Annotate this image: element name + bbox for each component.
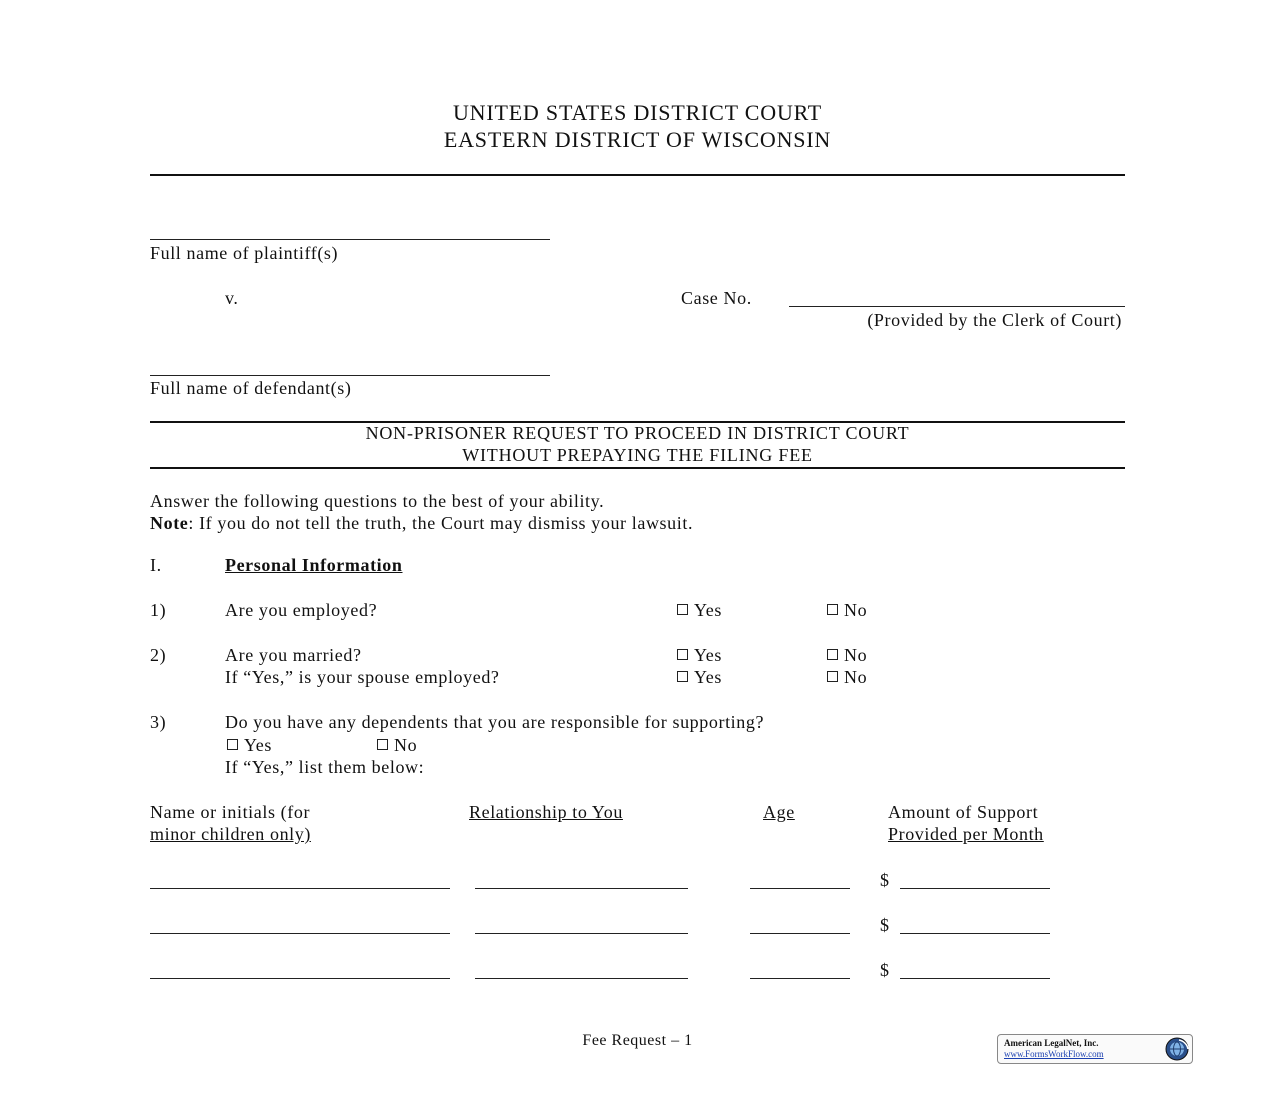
- plaintiff-label: Full name of plaintiff(s): [150, 243, 339, 263]
- q3-number: 3): [150, 712, 167, 732]
- dependent-name-field[interactable]: [150, 933, 450, 934]
- no-label: No: [844, 667, 868, 687]
- col-relationship-header: Relationship to You: [469, 802, 623, 822]
- col-support-header-line2: Provided per Month: [888, 824, 1044, 844]
- checkbox-icon[interactable]: [827, 671, 838, 682]
- american-legalnet-logo[interactable]: [997, 1034, 1193, 1064]
- q2-text: Are you married?: [225, 645, 362, 665]
- page-footer: Fee Request – 1: [582, 1032, 693, 1049]
- q2b-no-option[interactable]: [827, 667, 867, 688]
- q2b-text: If “Yes,” is your spouse employed?: [225, 667, 500, 687]
- checkbox-icon[interactable]: [677, 649, 688, 660]
- form-title-line1: NON-PRISONER REQUEST TO PROCEED IN DISTRICT COURT: [365, 423, 910, 443]
- globe-icon: [1165, 1037, 1189, 1061]
- q1-number: 1): [150, 600, 167, 620]
- checkbox-icon[interactable]: [827, 604, 838, 615]
- q1-no-option[interactable]: [827, 600, 867, 621]
- dependent-age-field[interactable]: [750, 978, 850, 979]
- q1-yes-option[interactable]: [677, 600, 722, 621]
- yes-label: Yes: [694, 667, 722, 687]
- currency-symbol: $: [880, 870, 890, 890]
- dependent-support-field[interactable]: [900, 933, 1050, 934]
- checkbox-icon[interactable]: [827, 649, 838, 660]
- q3-no-option[interactable]: [377, 735, 417, 756]
- note-line: [150, 513, 693, 534]
- col-age-header: Age: [763, 802, 795, 822]
- col-name-header-line2: minor children only): [150, 824, 311, 844]
- dependent-relationship-field[interactable]: [475, 978, 688, 979]
- section-heading: Personal Information: [225, 555, 403, 575]
- yes-label: Yes: [244, 735, 272, 755]
- q2-no-option[interactable]: [827, 645, 867, 666]
- note-label: Note: [150, 513, 189, 533]
- title-bottom-rule: [150, 467, 1125, 469]
- district-name: EASTERN DISTRICT OF WISCONSIN: [443, 127, 832, 152]
- dependent-support-field[interactable]: [900, 978, 1050, 979]
- no-label: No: [844, 645, 868, 665]
- currency-symbol: $: [880, 960, 890, 980]
- dependent-name-field[interactable]: [150, 978, 450, 979]
- q3-text: Do you have any dependents that you are responsible for supporting?: [225, 712, 765, 732]
- checkbox-icon[interactable]: [677, 671, 688, 682]
- header-divider: [150, 174, 1125, 176]
- dependent-age-field[interactable]: [750, 888, 850, 889]
- note-text: : If you do not tell the truth, the Court may dismiss your lawsuit.: [188, 513, 694, 533]
- q3-yes-option[interactable]: [227, 735, 272, 756]
- instruction-line: Answer the following questions to the best of your ability.: [150, 491, 605, 511]
- case-no-label: Case No.: [681, 288, 752, 308]
- no-label: No: [844, 600, 868, 620]
- q2b-yes-option[interactable]: [677, 667, 722, 688]
- section-number: I.: [150, 555, 162, 575]
- col-support-header-line1: Amount of Support: [888, 802, 1039, 822]
- currency-symbol: $: [880, 915, 890, 935]
- col-name-header-line1: Name or initials (for: [150, 802, 311, 822]
- plaintiff-name-line[interactable]: [150, 239, 550, 240]
- checkbox-icon[interactable]: [677, 604, 688, 615]
- dependent-relationship-field[interactable]: [475, 888, 688, 889]
- checkbox-icon[interactable]: [377, 739, 388, 750]
- checkbox-icon[interactable]: [227, 739, 238, 750]
- defendant-name-line[interactable]: [150, 375, 550, 376]
- dependent-relationship-field[interactable]: [475, 933, 688, 934]
- yes-label: Yes: [694, 600, 722, 620]
- q1-text: Are you employed?: [225, 600, 378, 620]
- dependent-support-field[interactable]: [900, 888, 1050, 889]
- defendant-label: Full name of defendant(s): [150, 378, 352, 398]
- q2-yes-option[interactable]: [677, 645, 722, 666]
- q2-number: 2): [150, 645, 167, 665]
- court-name: UNITED STATES DISTRICT COURT: [452, 100, 823, 125]
- versus-label: v.: [225, 288, 239, 308]
- case-no-line[interactable]: [789, 306, 1125, 307]
- logo-url[interactable]: www.FormsWorkFlow.com: [1004, 1049, 1104, 1059]
- case-no-note: (Provided by the Clerk of Court): [867, 310, 1122, 330]
- yes-label: Yes: [694, 645, 722, 665]
- logo-company: American LegalNet, Inc.: [1004, 1038, 1099, 1048]
- form-title-line2: WITHOUT PREPAYING THE FILING FEE: [462, 445, 813, 465]
- no-label: No: [394, 735, 418, 755]
- q3-followup: If “Yes,” list them below:: [225, 757, 425, 777]
- dependent-name-field[interactable]: [150, 888, 450, 889]
- dependent-age-field[interactable]: [750, 933, 850, 934]
